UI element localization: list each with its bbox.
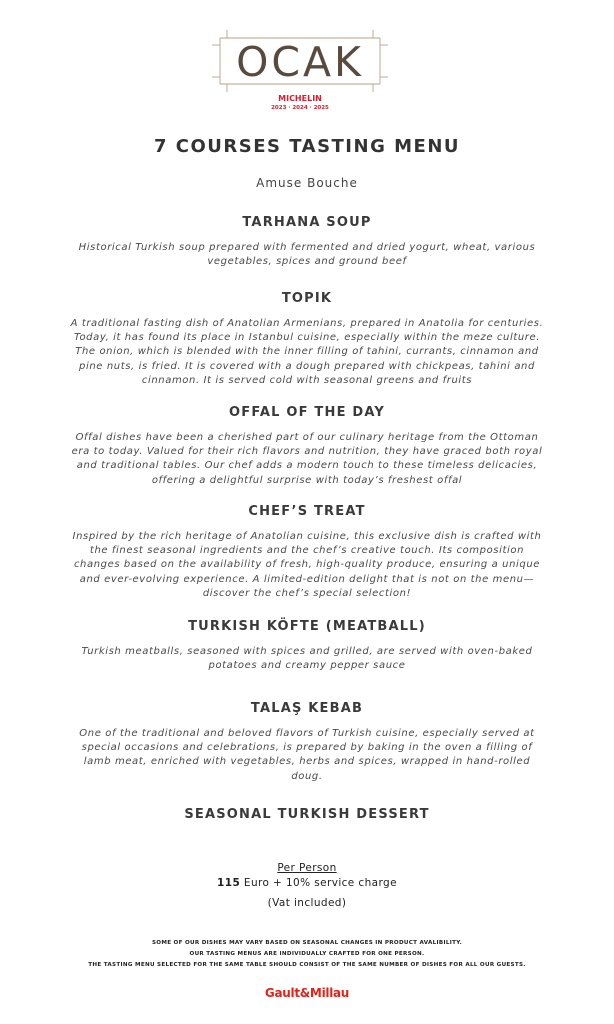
course-title: TOPIK <box>281 291 333 306</box>
course-description: A traditional fasting dish of Anatolian Armenians, prepared in Anatolia for centuries. Today, it has found its place in Istanbul cuisine, especially within the meze culture. The onion, which is blended with the inner filling of tahini, currants, cinnamon and pine nuts, is fried. It is covered with a dough prepared with chickpeas, tahini and cinnamon. It is served cold with seasonal greens and fruits <box>70 318 544 386</box>
course-tarhana-soup <box>0 215 614 269</box>
course-title: TARHANA SOUP <box>242 215 372 230</box>
course-description: One of the traditional and beloved flavors of Turkish cuisine, especially served at special occasions and celebrations, is prepared by baking in the oven a filling of lamb meat, enriched with vegetables, herbs and spices, wrapped in hand-rolled doug. <box>79 728 535 782</box>
menu-notes <box>0 938 614 971</box>
course-description: Turkish meatballs, seasoned with spices and grilled, are served with oven-baked potatoes and creamy pepper sauce <box>81 646 533 672</box>
course-talas-kebab <box>0 701 614 784</box>
brand-name: OCAK <box>236 38 364 86</box>
price-details: Euro + 10% service charge <box>240 877 397 889</box>
course-offal-of-the-day <box>0 405 614 488</box>
ocak-logo <box>212 30 388 122</box>
course-title: OFFAL OF THE DAY <box>228 405 386 420</box>
vat-note: (Vat included) <box>267 897 347 909</box>
michelin-label: MICHELIN <box>278 94 322 103</box>
course-title: SEASONAL TURKISH DESSERT <box>184 807 430 822</box>
note-same-table: THE TASTING MENU SELECTED FOR THE SAME TABLE SHOULD CONSIST OF THE SAME NUMBER OF DISHES FOR ALL OUR GUESTS. <box>88 962 526 968</box>
price-block <box>0 861 614 911</box>
course-description: Historical Turkish soup prepared with fermented and dried yogurt, wheat, various vegetables, spices and ground beef <box>78 242 536 268</box>
michelin-years: 2023 · 2024 · 2025 <box>271 105 329 111</box>
course-chefs-treat <box>0 504 614 601</box>
note-seasonal: SOME OF OUR DISHES MAY VARY BASED ON SEASONAL CHANGES IN PRODUCT AVALIBILITY. <box>151 940 463 946</box>
per-person-label: Per Person <box>277 862 337 874</box>
course-description: Inspired by the rich heritage of Anatolian cuisine, this exclusive dish is crafted with the finest seasonal ingredients and the chef’s creative touch. Its composition changes based on the availability of fresh, high-quality produce, ensuring a unique and ever-evolving experience. A limited-edition delight that is not on the menu—discover the chef’s special selection! <box>72 531 542 599</box>
course-title: TURKISH KÖFTE (MEATBALL) <box>188 619 426 634</box>
course-description: Offal dishes have been a cherished part of our culinary heritage from the Ottoman era to today. Valued for their rich flavors and nutrition, they have graced both royal and traditional tables. Our chef adds a modern touch to these timeless delicacies, offering a delightful surprise with today’s freshest offal <box>71 432 543 486</box>
amuse-bouche: Amuse Bouche <box>256 176 358 190</box>
course-title: TALAŞ KEBAB <box>250 701 364 716</box>
course-turkish-kofte <box>0 619 614 673</box>
menu-title: 7 COURSES TASTING MENU <box>153 136 460 157</box>
gault-millau-logo: Gault&Millau <box>264 986 350 1000</box>
note-individual: OUR TASTING MENUS ARE INDIVIDUALLY CRAFTED FOR ONE PERSON. <box>189 951 425 957</box>
price-amount: 115 <box>217 877 241 889</box>
course-topik <box>0 291 614 388</box>
course-title: CHEF’S TREAT <box>248 504 366 519</box>
course-seasonal-dessert <box>0 807 614 822</box>
